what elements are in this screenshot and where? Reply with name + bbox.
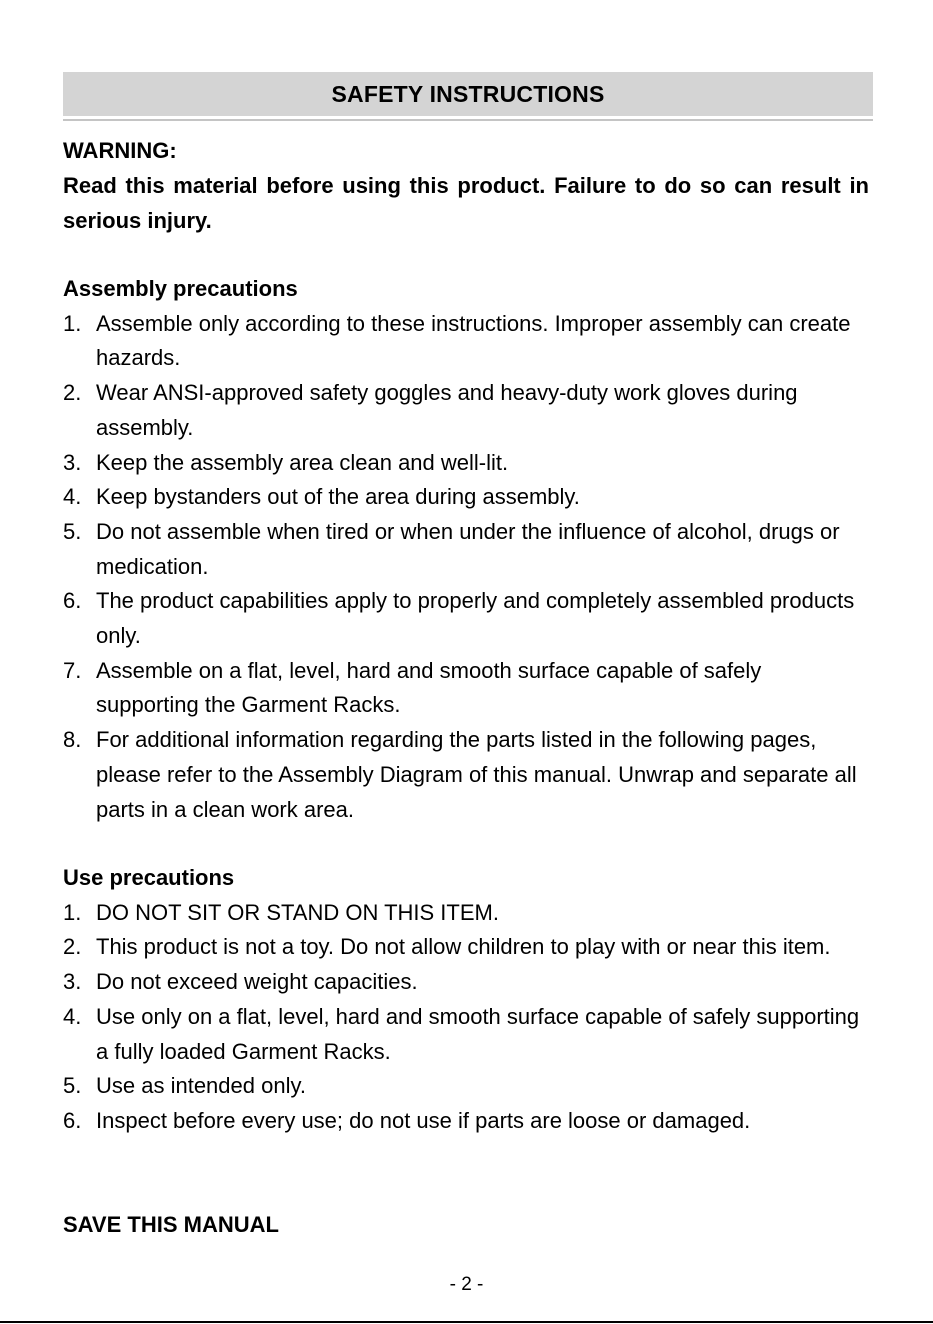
list-item	[63, 446, 869, 481]
list-item	[63, 376, 869, 445]
list-item	[63, 930, 869, 965]
item-number: 7.	[63, 657, 82, 683]
item-text: Assemble only according to these instructions. Improper assembly can create hazards.	[96, 310, 851, 371]
item-text: The product capabilities apply to properly and completely assembled products only.	[96, 588, 855, 649]
item-number: 2.	[63, 934, 82, 960]
list-item	[63, 480, 869, 515]
use-list	[63, 896, 869, 1139]
header-divider	[63, 119, 873, 121]
item-text: Do not assemble when tired or when under the influence of alcohol, drugs or medication.	[96, 518, 840, 579]
list-item	[63, 515, 869, 584]
item-text: DO NOT SIT OR STAND ON THIS ITEM.	[96, 899, 499, 925]
item-text: Use only on a flat, level, hard and smooth surface capable of safely supporting a fully loaded Garment Racks.	[96, 1003, 860, 1064]
list-item	[63, 654, 869, 723]
item-number: 3.	[63, 969, 82, 995]
item-number: 4.	[63, 484, 82, 510]
list-item	[63, 723, 869, 827]
item-number: 6.	[63, 1107, 82, 1133]
warning-title: WARNING:	[63, 138, 177, 163]
item-text: Wear ANSI-approved safety goggles and heavy-duty work gloves during assembly.	[96, 380, 798, 440]
list-item	[63, 1104, 869, 1139]
list-item	[63, 307, 869, 376]
assembly-list	[63, 307, 869, 828]
item-text: For additional information regarding the parts listed in the following pages, please refer to the Assembly Diagram of this manual. Unwrap and separate all parts in a clean work area.	[96, 727, 857, 822]
list-item	[63, 1000, 869, 1069]
item-number: 4.	[63, 1003, 82, 1029]
section-header-bar	[63, 72, 873, 116]
assembly-section	[63, 272, 869, 827]
item-number: 6.	[63, 588, 82, 614]
item-text: This product is not a toy. Do not allow children to play with or near this item.	[96, 934, 831, 960]
page-title: SAFETY INSTRUCTIONS	[331, 80, 605, 107]
item-number: 5.	[63, 518, 82, 544]
item-text: Keep bystanders out of the area during assembly.	[96, 484, 580, 510]
item-text: Keep the assembly area clean and well-lit.	[96, 449, 509, 475]
item-text: Do not exceed weight capacities.	[96, 969, 418, 995]
item-number: 2.	[63, 380, 82, 406]
list-item	[63, 896, 869, 931]
list-item	[63, 1069, 869, 1104]
item-number: 3.	[63, 449, 82, 475]
item-number: 1.	[63, 899, 82, 925]
item-text: Inspect before every use; do not use if parts are loose or damaged.	[96, 1107, 751, 1133]
use-title: Use precautions	[63, 865, 235, 890]
use-section	[63, 861, 869, 1139]
item-number: 5.	[63, 1073, 82, 1099]
save-manual-note: SAVE THIS MANUAL	[63, 1212, 279, 1237]
bottom-divider	[0, 1321, 933, 1323]
page-number: - 2 -	[449, 1274, 484, 1295]
item-text: Use as intended only.	[96, 1073, 306, 1099]
warning-text: Read this material before using this product. Failure to do so can result in serious injury.	[63, 173, 869, 233]
item-number: 1.	[63, 310, 82, 336]
list-item	[63, 965, 869, 1000]
assembly-title: Assembly precautions	[63, 276, 298, 301]
list-item	[63, 584, 869, 653]
item-text: Assemble on a flat, level, hard and smooth surface capable of safely supporting the Garment Racks.	[96, 657, 762, 718]
item-number: 8.	[63, 727, 82, 753]
